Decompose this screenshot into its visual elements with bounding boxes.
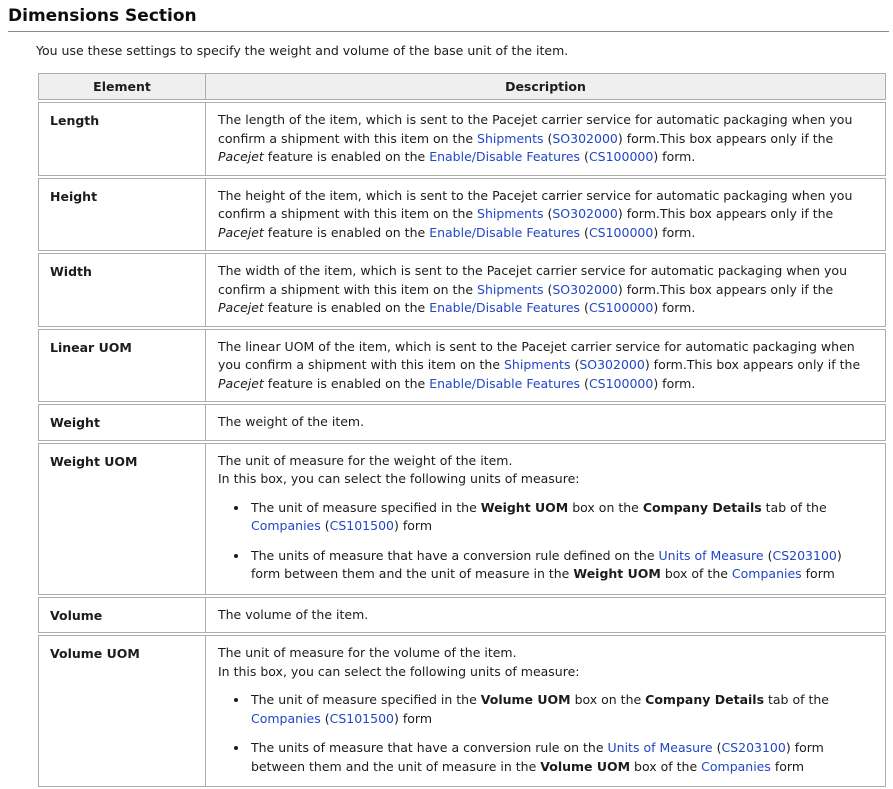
doc-link[interactable]: Companies bbox=[731, 566, 802, 581]
bullet-item: • The unit of measure specified in the Volume UOM box on the Company Details tab of the Companies (CS101500) form bbox=[249, 691, 873, 728]
dimensions-table bbox=[38, 71, 886, 789]
doc-link[interactable]: CS203100 bbox=[721, 740, 786, 755]
element-description bbox=[205, 597, 886, 634]
description-paragraph: The weight of the item. bbox=[218, 414, 365, 429]
element-name: Weight bbox=[38, 404, 205, 441]
column-header-element: Element bbox=[38, 73, 205, 100]
description-paragraph: The unit of measure for the volume of the item. bbox=[218, 645, 517, 660]
description-paragraph: The unit of measure for the weight of the item. bbox=[218, 452, 513, 468]
doc-link[interactable]: Units of Measure bbox=[607, 740, 713, 755]
doc-link[interactable]: CS100000 bbox=[588, 224, 654, 240]
description-bullet-list bbox=[218, 499, 873, 584]
doc-link[interactable]: CS101500 bbox=[329, 710, 394, 726]
description-paragraph: The width of the item, which is sent to the Pacejet carrier service for automatic packaging when you confirm a shipment with this item on the Shipments (SO302000) form.This box appears only if the Pacejet feature is enabled on the Enable/Disable Features (CS100000) form. bbox=[218, 263, 847, 315]
description-paragraph: The volume of the item. bbox=[218, 606, 369, 622]
doc-link[interactable]: Enable/Disable Features bbox=[429, 149, 581, 164]
bold-term: Weight UOM bbox=[573, 566, 661, 581]
bold-term: Weight UOM bbox=[480, 499, 569, 515]
doc-link[interactable]: Enable/Disable Features bbox=[429, 224, 581, 240]
doc-link[interactable]: CS100000 bbox=[588, 149, 654, 164]
doc-link[interactable]: SO302000 bbox=[552, 130, 618, 146]
doc-link[interactable]: CS101500 bbox=[329, 518, 394, 533]
table-row bbox=[38, 597, 886, 634]
doc-link[interactable]: Shipments bbox=[477, 206, 544, 221]
table-body bbox=[38, 102, 886, 787]
description-paragraph: The length of the item, which is sent to the Pacejet carrier service for automatic packaging when you confirm a shipment with this item on the Shipments (SO302000) form.This box appears only if the Pacejet feature is enabled on the Enable/Disable Features (CS100000) form. bbox=[218, 112, 853, 164]
doc-link[interactable]: Companies bbox=[251, 710, 321, 726]
doc-link[interactable]: Companies bbox=[251, 518, 321, 533]
description-paragraph: The height of the item, which is sent to the Pacejet carrier service for automatic packaging when you confirm a shipment with this item on the Shipments (SO302000) form.This box appears only if the Pacejet feature is enabled on the Enable/Disable Features (CS100000) form. bbox=[218, 187, 853, 240]
doc-link[interactable]: SO302000 bbox=[552, 206, 618, 221]
table-row bbox=[38, 102, 886, 176]
italic-term: Pacejet bbox=[218, 375, 264, 391]
element-description bbox=[205, 329, 886, 403]
table-row bbox=[38, 404, 886, 441]
bullet-item: • The units of measure that have a conversion rule on the Units of Measure (CS203100) form between them and the unit of measure in the Volume UOM box of the Companies form bbox=[249, 739, 873, 776]
element-name: Height bbox=[38, 178, 205, 252]
table-row bbox=[38, 443, 886, 595]
doc-link[interactable]: Enable/Disable Features bbox=[429, 375, 581, 391]
element-name: Weight UOM bbox=[38, 443, 205, 595]
description-paragraph: The linear UOM of the item, which is sent to the Pacejet carrier service for automatic packaging when you confirm a shipment with this item on the Shipments (SO302000) form.This box appears only if the Pacejet feature is enabled on the Enable/Disable Features (CS100000) form. bbox=[218, 338, 861, 391]
element-name: Width bbox=[38, 253, 205, 327]
element-description bbox=[205, 404, 886, 441]
doc-link[interactable]: Shipments bbox=[477, 130, 544, 146]
doc-link[interactable]: CS203100 bbox=[772, 547, 837, 563]
doc-link[interactable]: Shipments bbox=[504, 357, 571, 372]
italic-term: Pacejet bbox=[218, 300, 264, 315]
element-name: Length bbox=[38, 102, 205, 176]
table-row bbox=[38, 253, 886, 327]
bold-term: Volume UOM bbox=[480, 692, 571, 707]
description-paragraph: In this box, you can select the following units of measure: bbox=[218, 471, 580, 486]
italic-term: Pacejet bbox=[218, 224, 264, 240]
table-row bbox=[38, 178, 886, 252]
table-row bbox=[38, 329, 886, 403]
table-header-row bbox=[38, 73, 886, 100]
column-header-description: Description bbox=[205, 73, 886, 100]
element-description bbox=[205, 253, 886, 327]
table-row bbox=[38, 635, 886, 787]
doc-link[interactable]: SO302000 bbox=[552, 281, 618, 297]
italic-term: Pacejet bbox=[218, 149, 264, 164]
doc-link[interactable]: Companies bbox=[701, 758, 771, 774]
doc-link[interactable]: Enable/Disable Features bbox=[429, 300, 581, 315]
element-description bbox=[205, 102, 886, 176]
page-title: Dimensions Section bbox=[8, 6, 889, 32]
element-description bbox=[205, 443, 886, 595]
bold-term: Company Details bbox=[645, 692, 765, 707]
element-description bbox=[205, 635, 886, 787]
doc-link[interactable]: Units of Measure bbox=[658, 547, 764, 563]
doc-link[interactable]: CS100000 bbox=[588, 375, 654, 391]
doc-link[interactable]: SO302000 bbox=[579, 357, 645, 372]
element-description bbox=[205, 178, 886, 252]
bullet-item: • The units of measure that have a conversion rule defined on the Units of Measure (CS203100) form between them and the unit of measure in the Weight UOM box of the Companies form bbox=[249, 547, 873, 584]
intro-text: You use these settings to specify the weight and volume of the base unit of the item. bbox=[36, 43, 569, 58]
element-name: Linear UOM bbox=[38, 329, 205, 403]
doc-link[interactable]: Shipments bbox=[477, 281, 544, 297]
description-bullet-list bbox=[218, 691, 873, 776]
bullet-item: • The unit of measure specified in the Weight UOM box on the Company Details tab of the Companies (CS101500) form bbox=[249, 499, 873, 536]
element-name: Volume UOM bbox=[38, 635, 205, 787]
bold-term: Volume UOM bbox=[540, 758, 631, 774]
element-name: Volume bbox=[38, 597, 205, 634]
bold-term: Company Details bbox=[642, 499, 762, 515]
doc-link[interactable]: CS100000 bbox=[588, 300, 654, 315]
description-paragraph: In this box, you can select the following units of measure: bbox=[218, 663, 580, 679]
